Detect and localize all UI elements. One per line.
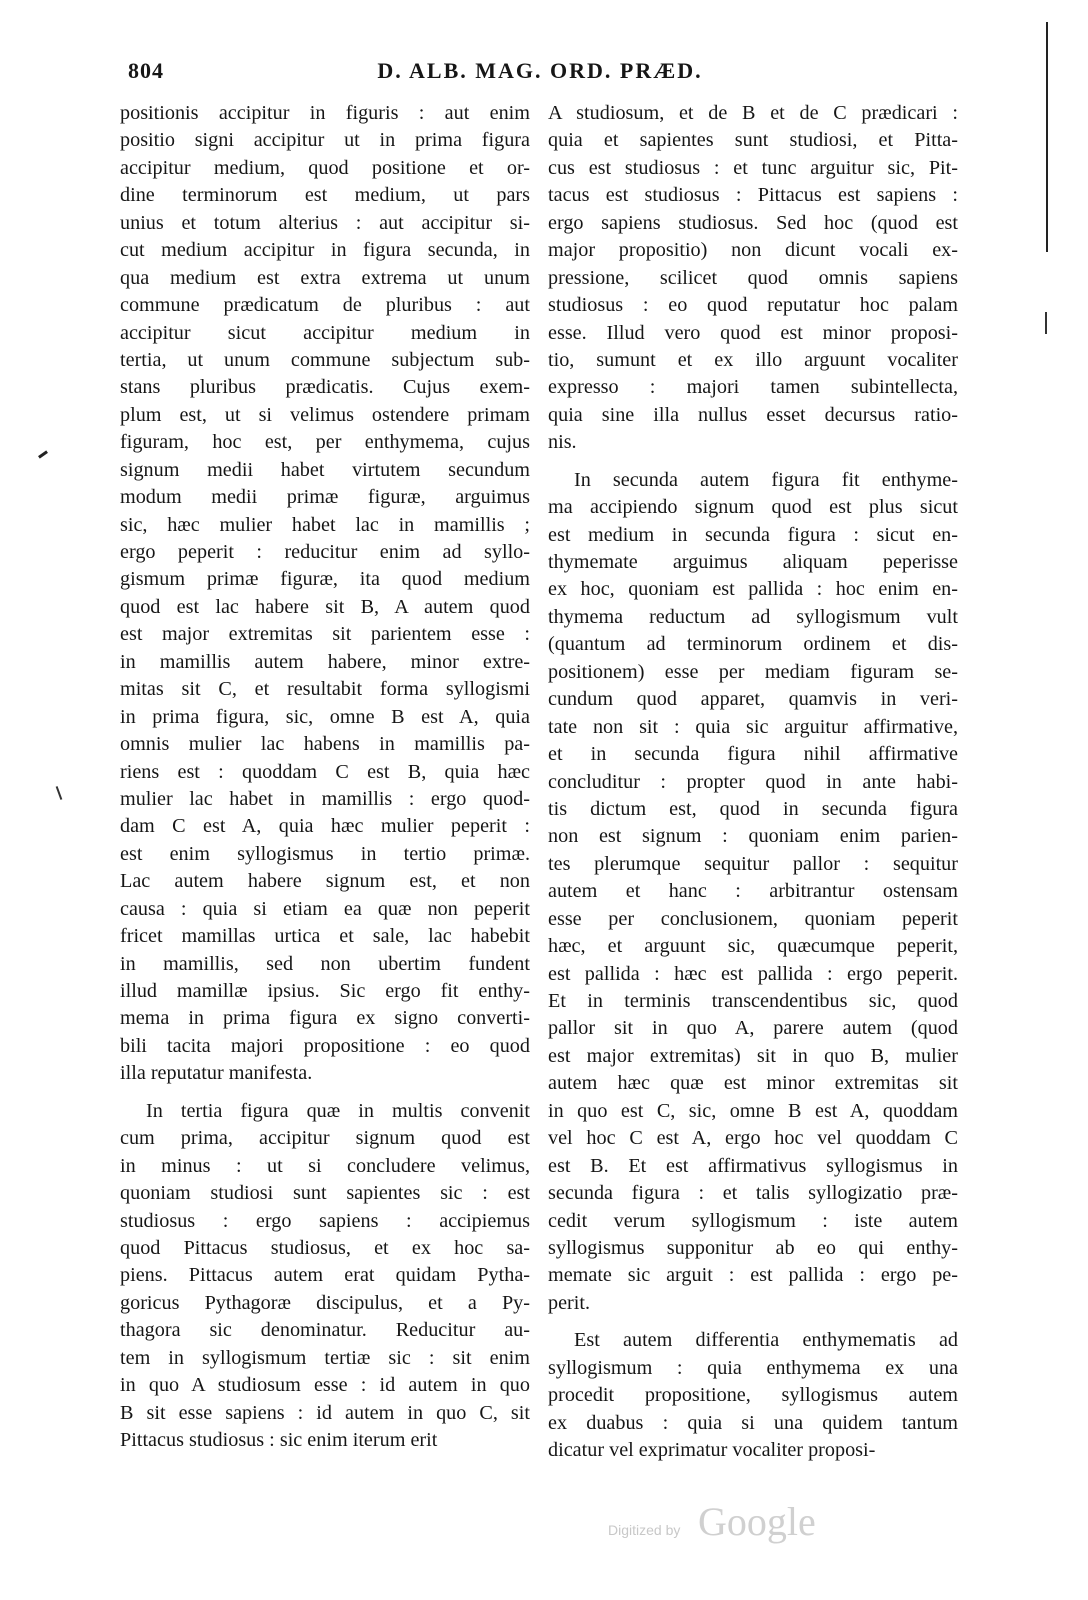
text-line: In secunda autem figura fit enthyme- bbox=[574, 468, 958, 491]
text-line: B sit esse sapiens : id autem in quo C, sit bbox=[120, 1401, 530, 1424]
text-line: ex duabus : quia si una quidem tantum bbox=[548, 1411, 958, 1434]
text-line: quod Pittacus studiosus, et ex hoc sa- bbox=[120, 1236, 530, 1259]
text-line: illa reputatur manifesta. bbox=[120, 1062, 313, 1085]
text-line: tate non sit : quia sic arguitur affirmative, bbox=[548, 715, 958, 738]
text-line: mitas sit C, et resultabit forma syllogismi bbox=[120, 678, 530, 701]
text-line: cus est studiosus : et tunc arguitur sic, Pit- bbox=[548, 156, 958, 179]
text-line: sic, hæc mulier habet lac in mamillis ; bbox=[120, 513, 530, 536]
text-line: stans pluribus prædicatis. Cujus exem- bbox=[120, 376, 530, 399]
text-line: cut medium accipitur in figura secunda, in bbox=[120, 239, 530, 262]
text-line: ergo peperit : reducitur enim ad syllo- bbox=[120, 541, 530, 563]
text-line: mema in prima figura ex signo converti- bbox=[120, 1007, 530, 1030]
text-line: autem et hanc : arbitrantur ostensam bbox=[548, 880, 958, 903]
text-line: in quo est C, sic, omne B est A, quoddam bbox=[548, 1099, 958, 1122]
text-line: riens est : quoddam C est B, quia hæc bbox=[120, 760, 530, 783]
text-line: syllogismus supponitur ab eo qui enthy- bbox=[548, 1236, 958, 1259]
text-line: est medium in secunda figura : sicut en- bbox=[548, 523, 958, 546]
text-line: ma accipiendo signum quod est plus sicut bbox=[548, 496, 958, 519]
text-line: (quantum ad terminorum ordinem et dis- bbox=[548, 633, 958, 656]
text-line: vel hoc C est A, ergo hoc vel quoddam C bbox=[548, 1127, 958, 1150]
text-line: quia sine illa nullus esset decursus ratio- bbox=[548, 403, 958, 426]
margin-mark bbox=[56, 786, 63, 800]
left-column bbox=[120, 100, 530, 1454]
text-line: piens. Pittacus autem erat quidam Pytha- bbox=[120, 1264, 530, 1287]
text-line: ex hoc, quoniam est pallida : hoc enim en- bbox=[548, 578, 958, 601]
text-line: in mamillis autem habere, minor extre- bbox=[120, 650, 530, 673]
page-number: 804 bbox=[128, 58, 164, 83]
text-line: in prima figura, sic, omne B est A, quia bbox=[120, 705, 530, 728]
text-line: dine terminorum est medium, ut pars bbox=[120, 184, 530, 207]
text-line: est major extremitas) sit in quo B, mulier bbox=[548, 1044, 958, 1067]
text-line: in quo A studiosum esse : id autem in quo bbox=[120, 1374, 530, 1397]
text-line: quoniam studiosi sunt sapientes sic : est bbox=[120, 1182, 530, 1205]
text-line: est B. Et est affirmativus syllogismus in bbox=[548, 1154, 958, 1177]
text-line: cundum quod apparet, quamvis in veri- bbox=[548, 688, 958, 711]
text-line: memate sic arguit : est pallida : ergo pe- bbox=[548, 1264, 958, 1287]
text-line: In tertia figura quæ in multis convenit bbox=[146, 1099, 530, 1122]
text-line: est pallida : hæc est pallida : ergo peperit. bbox=[548, 962, 958, 985]
text-line: major propositio) non dicunt vocali ex- bbox=[548, 239, 958, 262]
text-line: tio, sumunt et ex illo arguunt vocaliter bbox=[548, 348, 958, 371]
text-line: omnis mulier lac habens in mamillis pa- bbox=[120, 733, 530, 756]
text-line: in minus : ut si concludere velimus, bbox=[120, 1154, 530, 1177]
text-line: Et in terminis transcendentibus sic, quod bbox=[548, 990, 958, 1012]
text-line: cum prima, accipitur signum quod est bbox=[120, 1127, 530, 1150]
text-line: thymema reductum ad syllogismum vult bbox=[548, 605, 958, 628]
text-line: A studiosum, et de B et de C prædicari : bbox=[548, 102, 958, 124]
text-line: syllogismum : quia enthymema ex una bbox=[548, 1356, 958, 1379]
text-line: positio signi accipitur ut in prima figura bbox=[120, 129, 530, 152]
text-line: modum medii primæ figuræ, arguimus bbox=[120, 486, 530, 509]
text-line: secunda figura : et talis syllogizatio præ- bbox=[548, 1182, 958, 1205]
text-line: non est signum : quoniam enim parien- bbox=[548, 825, 958, 848]
text-line: dam C est A, quia hæc mulier peperit : bbox=[120, 815, 530, 838]
text-line: studiosus : eo quod reputatur hoc palam bbox=[548, 294, 958, 317]
digitized-by-label: Digitized by bbox=[608, 1522, 681, 1538]
text-line: quod est lac habere sit B, A autem quod bbox=[120, 595, 530, 618]
text-line: concluditur : propter quod in ante habi- bbox=[548, 770, 958, 793]
text-line: signum medii habet virtutem secundum bbox=[120, 458, 530, 481]
page-header bbox=[120, 58, 960, 92]
text-line: tacus est studiosus : Pittacus est sapiens : bbox=[548, 184, 958, 207]
text-line: accipitur medium, quod positione et or- bbox=[120, 156, 530, 179]
text-line: pressione, scilicet quod omnis sapiens bbox=[548, 266, 958, 289]
text-line: thagora sic denominatur. Reducitur au- bbox=[120, 1319, 530, 1342]
text-line: est major extremitas sit parientem esse : bbox=[120, 623, 530, 646]
text-line: bili tacita majori propositione : eo quod bbox=[120, 1034, 530, 1057]
text-line: unius et totum alterius : aut accipitur si- bbox=[120, 211, 530, 234]
text-line: commune prædicatum de pluribus : aut bbox=[120, 294, 530, 317]
text-line: Est autem differentia enthymematis ad bbox=[574, 1329, 958, 1352]
text-line: nis. bbox=[548, 431, 577, 454]
text-line: expresso : majori tamen subintellecta, bbox=[548, 376, 958, 399]
text-line: hæc, et arguunt sic, quæcumque peperit, bbox=[548, 935, 958, 958]
text-line: procedit propositione, syllogismus autem bbox=[548, 1384, 958, 1407]
digitized-watermark bbox=[608, 1498, 838, 1546]
text-line: qua medium est extra extrema ut unum bbox=[120, 266, 530, 289]
margin-rule bbox=[1046, 22, 1048, 252]
text-line: dicatur vel exprimatur vocaliter proposi- bbox=[548, 1439, 876, 1461]
text-line: Lac autem habere signum est, et non bbox=[120, 870, 530, 893]
text-line: tem in syllogismum tertiæ sic : sit enim bbox=[120, 1346, 530, 1369]
text-line: tertia, ut unum commune subjectum sub- bbox=[120, 348, 530, 371]
text-line: illud mamillæ ipsius. Sic ergo fit enthy- bbox=[120, 980, 530, 1002]
text-line: thymemate arguimus aliquam peperisse bbox=[548, 551, 958, 573]
text-line: quia et sapientes sunt studiosi, et Pitta- bbox=[548, 129, 958, 152]
text-line: goricus Pythagoræ discipulus, et a Py- bbox=[120, 1291, 530, 1314]
text-line: tes plerumque sequitur pallor : sequitur bbox=[548, 852, 958, 875]
right-column bbox=[548, 100, 958, 1464]
text-line: perit. bbox=[548, 1291, 591, 1314]
paragraph-gap bbox=[120, 1088, 530, 1098]
google-logo: Google bbox=[698, 1499, 816, 1544]
text-line: est enim syllogismus in tertio primæ. bbox=[120, 842, 530, 865]
text-line: et in secunda figura nihil affirmative bbox=[548, 743, 958, 766]
text-line: in mamillis, sed non ubertim fundent bbox=[120, 952, 530, 975]
margin-mark bbox=[38, 450, 48, 458]
margin-tick bbox=[1045, 312, 1047, 334]
text-line: ergo sapiens studiosus. Sed hoc (quod est bbox=[548, 211, 958, 234]
text-line: plum est, ut si velimus ostendere primam bbox=[120, 403, 530, 426]
text-line: mulier lac habet in mamillis : ergo quod- bbox=[120, 787, 530, 810]
text-line: causa : quia si etiam ea quæ non peperit bbox=[120, 897, 530, 920]
paragraph-gap bbox=[548, 457, 958, 467]
running-title: D. ALB. MAG. ORD. PRÆD. bbox=[377, 58, 703, 83]
text-line: esse per conclusionem, quoniam peperit bbox=[548, 907, 958, 930]
paragraph-gap bbox=[548, 1317, 958, 1327]
text-line: fricet mamillas urtica et sale, lac habebit bbox=[120, 925, 530, 948]
text-line: figuram, hoc est, per enthymema, cujus bbox=[120, 431, 530, 454]
text-line: esse. Illud vero quod est minor proposi- bbox=[548, 321, 958, 344]
text-line: autem hæc quæ est minor extremitas sit bbox=[548, 1072, 958, 1095]
text-line: pallor sit in quo A, parere autem (quod bbox=[548, 1017, 958, 1040]
text-line: cedit verum syllogismum : iste autem bbox=[548, 1209, 958, 1232]
text-line: positionem) esse per mediam figuram se- bbox=[548, 660, 958, 683]
text-line: gismum primæ figuræ, ita quod medium bbox=[120, 568, 530, 591]
text-line: Pittacus studiosus : sic enim iterum erit bbox=[120, 1429, 438, 1451]
text-line: studiosus : ergo sapiens : accipiemus bbox=[120, 1209, 530, 1232]
text-line: accipitur sicut accipitur medium in bbox=[120, 321, 530, 344]
text-line: positionis accipitur in figuris : aut enim bbox=[120, 102, 530, 124]
text-line: tis dictum est, quod in secunda figura bbox=[548, 797, 958, 820]
